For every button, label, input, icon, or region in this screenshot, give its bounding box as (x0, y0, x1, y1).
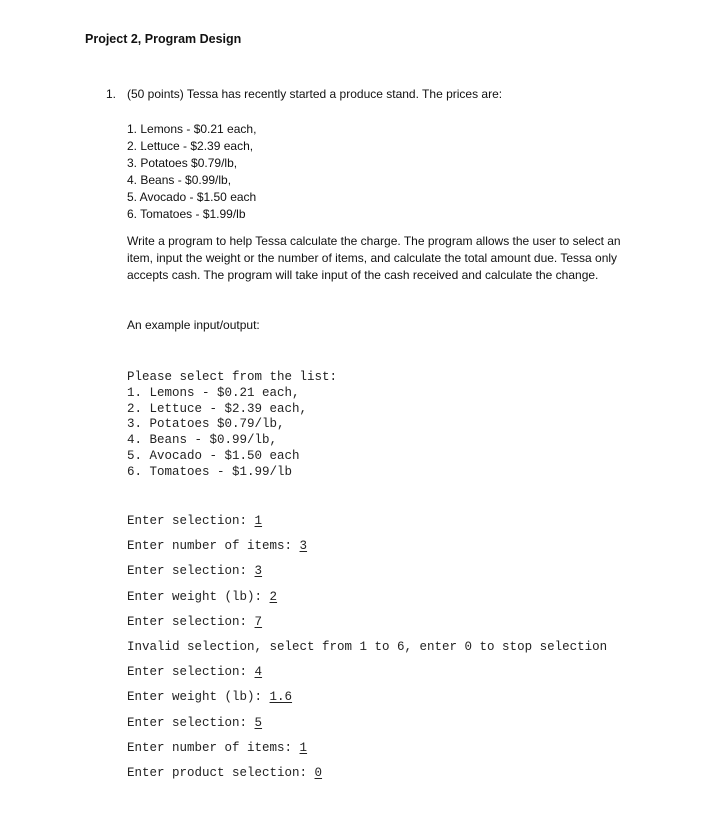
io-line (127, 539, 307, 553)
example-label: An example input/output: (127, 318, 260, 332)
io-message: Invalid selection, select from 1 to 6, enter 0 to stop selection (127, 640, 608, 654)
io-value: 5 (254, 716, 263, 730)
io-prompt: Enter selection: (127, 514, 255, 528)
io-value: 7 (254, 615, 263, 629)
example-menu (127, 370, 337, 481)
io-prompt: Enter selection: (127, 716, 255, 730)
price-item: 5. Avocado - $1.50 each (127, 190, 257, 204)
menu-line: Please select from the list: (127, 370, 338, 384)
menu-line: 4. Beans - $0.99/lb, (127, 433, 278, 448)
io-prompt: Enter product selection: (127, 766, 315, 780)
io-line (127, 741, 307, 755)
price-item: 6. Tomatoes - $1.99/lb (127, 207, 246, 221)
io-line (127, 716, 262, 730)
io-value: 1 (254, 514, 263, 528)
io-value: 0 (314, 766, 323, 780)
io-value: 1 (299, 741, 308, 755)
io-line (127, 615, 262, 629)
page-title: Project 2, Program Design (85, 32, 242, 46)
io-line (127, 766, 322, 780)
io-prompt: Enter weight (lb): (127, 690, 270, 704)
io-prompt: Enter weight (lb): (127, 590, 270, 604)
io-prompt: Enter number of items: (127, 539, 300, 553)
io-value: 1.6 (269, 690, 293, 704)
description-text: Write a program to help Tessa calculate the charge. The program allows the user to select an item, input the weight or the number of items, and calculate the total amount due. Tessa only accepts cash. The program will take input of the cash received and calculate the change. (127, 234, 621, 282)
io-prompt: Enter selection: (127, 564, 255, 578)
price-item: 4. Beans - $0.99/lb, (127, 173, 232, 187)
io-prompt: Enter selection: (127, 665, 255, 679)
io-line (127, 665, 262, 679)
menu-line: 5. Avocado - $1.50 each (127, 448, 300, 463)
io-value: 4 (254, 665, 263, 679)
program-description (127, 233, 627, 284)
io-line (127, 564, 262, 578)
menu-line: 3. Potatoes $0.79/lb, (127, 417, 285, 432)
question-intro: (50 points) Tessa has recently started a produce stand. The prices are: (127, 87, 503, 101)
price-item: 1. Lemons - $0.21 each, (127, 122, 257, 136)
menu-line: 1. Lemons - $0.21 each, (127, 385, 300, 400)
menu-line: 6. Tomatoes - $1.99/lb (127, 464, 293, 479)
menu-line: 2. Lettuce - $2.39 each, (127, 401, 308, 416)
io-error-line (127, 640, 607, 654)
io-line (127, 514, 262, 528)
price-item: 3. Potatoes $0.79/lb, (127, 156, 238, 170)
io-line (127, 590, 277, 604)
io-prompt: Enter selection: (127, 615, 255, 629)
question-number: 1. (106, 87, 117, 101)
io-line (127, 690, 292, 704)
io-value: 3 (254, 564, 263, 578)
price-list (127, 121, 256, 223)
io-value: 2 (269, 590, 278, 604)
io-prompt: Enter number of items: (127, 741, 300, 755)
io-value: 3 (299, 539, 308, 553)
price-item: 2. Lettuce - $2.39 each, (127, 139, 254, 153)
